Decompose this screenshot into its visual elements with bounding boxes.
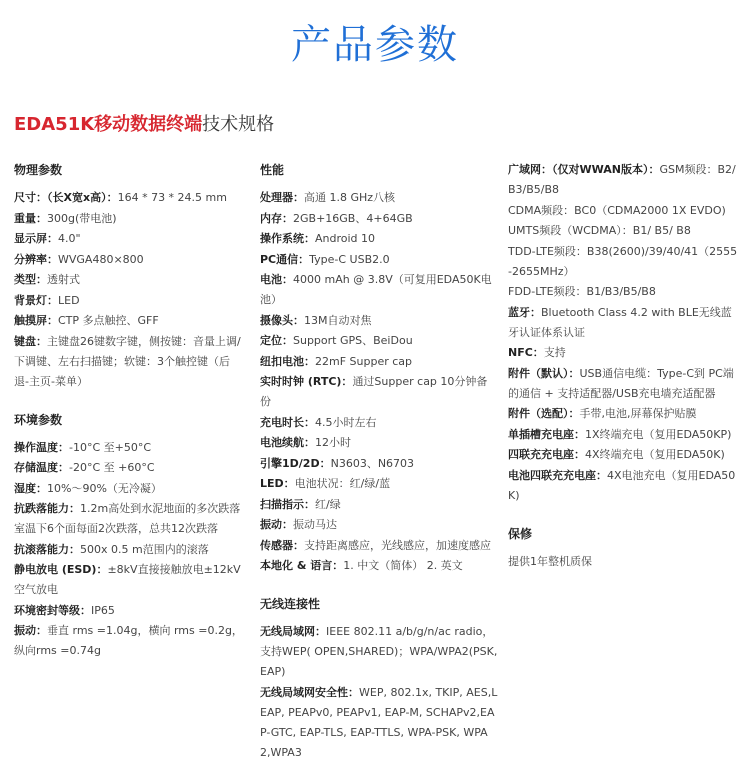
spec-row [260, 311, 498, 331]
spec-label: 触摸屏： [14, 314, 58, 327]
spec-row [14, 291, 244, 311]
spec-row [260, 413, 498, 433]
connectivity-spec-list [508, 160, 740, 506]
spec-label: 本地化 & 语言： [260, 559, 344, 572]
spec-value: 10%～90%（无冷凝） [47, 481, 162, 495]
spec-label: 显示屏： [14, 232, 58, 245]
spec-value: Bluetooth Class 4.2 with BLE无线蓝牙认证体系认证 [508, 305, 732, 339]
spec-row [260, 495, 498, 515]
spec-label: 湿度： [14, 481, 47, 495]
spec-value: CDMA频段：BC0（CDMA2000 1X EVDO) [508, 203, 726, 217]
spec-row [260, 433, 498, 453]
spec-label: 背景灯： [14, 293, 58, 307]
spec-value: 164 * 73 * 24.5 mm [117, 191, 227, 204]
spec-row [508, 343, 740, 363]
spec-row [14, 229, 244, 249]
spec-label: 附件（选配）： [508, 407, 580, 420]
spec-row [508, 221, 740, 241]
spec-row [508, 466, 740, 506]
spec-value: 4.5小时左右 [315, 415, 377, 429]
spec-label: 振动： [14, 624, 47, 637]
spec-value: Type-C USB2.0 [309, 252, 390, 266]
section-title-environment: 环境参数 [14, 412, 63, 427]
spec-row [260, 622, 498, 682]
spec-label: 单插槽充电座： [508, 427, 585, 441]
spec-label: 尺寸：（长X宽x高）： [14, 191, 118, 204]
page-title: 产品参数 [291, 22, 459, 68]
environment-spec-list [14, 438, 244, 662]
spec-label: 内存： [260, 211, 293, 225]
spec-value: 手带,电池,屏幕保护贴膜 [579, 407, 697, 420]
spec-value: 电池状况：红/绿/蓝 [294, 477, 391, 490]
spec-heading [14, 114, 274, 136]
spec-value: 2GB+16GB、4+64GB [293, 211, 413, 225]
spec-label: 分辨率： [14, 252, 58, 266]
spec-label: PC通信： [260, 252, 310, 266]
spec-value: 主键盘26键数字键，侧按键：音量上调/下调键、左右扫描键；软键：3个触控键（后退-主页-菜单） [14, 334, 241, 388]
section-title-wireless: 无线连接性 [260, 597, 321, 611]
spec-value: 高通 1.8 GHz八核 [304, 191, 396, 204]
spec-row [14, 311, 244, 331]
spec-row [508, 303, 740, 343]
physical-spec-list [14, 188, 244, 392]
spec-row [508, 201, 740, 221]
spec-label: 蓝牙： [508, 305, 541, 319]
spec-value: Support GPS、BeiDou [293, 334, 413, 347]
spec-row [260, 270, 498, 310]
spec-label: 摄像头： [260, 313, 304, 327]
spec-value: -10°C 至+50°C [69, 440, 152, 454]
spec-value: 通过Supper cap 10分钟备份 [260, 375, 488, 408]
spec-label: 纽扣电池： [260, 354, 315, 368]
spec-value: ±8kV直接接触放电±12kV 空气放电 [14, 563, 241, 596]
spec-label: 操作温度： [14, 440, 69, 454]
spec-row [14, 479, 244, 499]
spec-value: 垂直 rms =1.04g，横向 rms =0.2g，纵向rms =0.74g [14, 624, 243, 657]
spec-heading-model: EDA51K移动数据终端 [14, 114, 203, 135]
spec-row [14, 621, 244, 661]
spec-row [508, 445, 740, 465]
spec-row [260, 372, 498, 412]
spec-label: 传感器： [260, 538, 304, 552]
spec-label: 振动： [260, 518, 293, 531]
spec-label: 类型： [14, 273, 47, 286]
warranty-text: 提供1年整机质保 [508, 554, 592, 568]
spec-value: 支持 [543, 346, 566, 359]
spec-row [508, 364, 740, 404]
spec-heading-suffix: 技术规格 [202, 114, 275, 135]
spec-row [14, 438, 244, 458]
spec-label: LED： [260, 477, 295, 490]
spec-row [14, 209, 244, 229]
spec-value: UMTS频段（WCDMA）：B1/ B5/ B8 [508, 224, 691, 237]
spec-value: N3603、N6703 [330, 456, 415, 470]
spec-value: 300g(带电池) [47, 211, 117, 225]
spec-value: USB通信电缆：Type-C到 PC端的通信 + 支持适配器/USB充电墙充适配器 [508, 366, 734, 400]
spec-label: 实时时钟 (RTC)： [260, 375, 353, 388]
section-title-performance: 性能 [260, 163, 285, 177]
spec-value: TDD-LTE频段：B38(2600)/39/40/41（2555-2655MHz） [508, 244, 738, 278]
spec-label: 充电时长： [260, 415, 315, 429]
spec-label: 抗跌落能力： [14, 502, 80, 515]
spec-value: GSM频段：B2/B3/B5/B8 [508, 163, 736, 196]
spec-row [260, 515, 498, 535]
spec-label: 附件（默认）： [508, 366, 580, 380]
wireless-spec-list [260, 622, 498, 763]
spec-row [260, 352, 498, 372]
spec-value: LED [58, 293, 80, 307]
spec-value: 1.2m高处到水泥地面的多次跌落室温下6个面每面2次跌落，总共12次跌落 [14, 502, 241, 535]
spec-value: WVGA480×800 [58, 252, 144, 266]
spec-label: 电池： [260, 273, 293, 286]
spec-label: 无线局域网安全性： [260, 685, 359, 699]
performance-spec-list [260, 188, 498, 576]
spec-label: 广域网：（仅对WWAN版本）： [508, 163, 660, 176]
spec-row [260, 454, 498, 474]
spec-label: NFC： [508, 346, 544, 359]
column-left [14, 160, 244, 662]
spec-label: 环境密封等级： [14, 603, 91, 617]
spec-row [260, 229, 498, 249]
spec-row [260, 556, 498, 576]
spec-value: 4000 mAh @ 3.8V（可复用EDA50K电池） [260, 273, 492, 306]
spec-label: 静电放电 (ESD)： [14, 563, 108, 576]
spec-row [508, 242, 740, 282]
spec-label: 无线局域网： [260, 625, 326, 638]
spec-row [260, 209, 498, 229]
spec-row [14, 250, 244, 270]
spec-label: 处理器： [260, 191, 304, 204]
spec-value: Android 10 [315, 232, 376, 245]
spec-value: 4X电池充电（复用EDA50K) [508, 468, 736, 502]
spec-row [14, 188, 244, 208]
spec-row [260, 474, 498, 494]
section-title-warranty: 保修 [508, 526, 533, 541]
spec-row [260, 331, 498, 351]
spec-label: 扫描指示： [260, 497, 315, 511]
spec-label: 重量： [14, 211, 47, 225]
spec-value: 22mF Supper cap [315, 354, 413, 368]
spec-label: 存储温度： [14, 461, 69, 474]
spec-label: 电池四联充充电座： [508, 468, 607, 482]
spec-row [260, 188, 498, 208]
spec-row [14, 332, 244, 392]
spec-label: 键盘： [14, 334, 47, 348]
spec-row [14, 560, 244, 600]
spec-row [14, 499, 244, 539]
spec-label: 引擎1D/2D： [260, 456, 331, 470]
spec-row [14, 540, 244, 560]
spec-label: 四联充充电座： [508, 448, 585, 461]
spec-value: 4.0" [58, 232, 81, 245]
spec-row [508, 425, 740, 445]
spec-value: IEEE 802.11 a/b/g/n/ac radio，支持WEP( OPEN,SHARED)；WPA/WPA2(PSK, EAP) [260, 625, 498, 678]
spec-value: WEP, 802.1x, TKIP, AES,LEAP, PEAPv0, PEAPv1, EAP-M, SCHAPv2,EAP-GTC, EAP-TLS, EAP-TTLS, WPA-PSK, WPA2,WPA3 [260, 685, 498, 759]
spec-label: 抗滚落能力： [14, 542, 80, 556]
spec-value: 4X终端充电（复用EDA50K) [585, 448, 725, 461]
spec-value: -20°C 至 +60°C [69, 461, 155, 474]
spec-value: FDD-LTE频段：B1/B3/B5/B8 [508, 285, 656, 298]
spec-value: 1X终端充电（复用EDA50KP) [585, 427, 732, 441]
spec-value: 1. 中文（简体） 2. 英文 [343, 559, 463, 572]
spec-value: 13M自动对焦 [304, 313, 372, 327]
spec-value: 12小时 [315, 436, 351, 449]
spec-value: IP65 [91, 603, 115, 617]
spec-row [508, 404, 740, 424]
spec-row [14, 270, 244, 290]
column-middle [260, 160, 498, 763]
spec-label: 定位： [260, 334, 293, 347]
spec-row [508, 282, 740, 302]
spec-value: 500x 0.5 m范围内的滚落 [80, 542, 209, 556]
spec-label: 操作系统： [260, 232, 315, 245]
spec-row [260, 683, 498, 763]
spec-row [14, 458, 244, 478]
spec-value: 支持距离感应，光线感应，加速度感应 [304, 538, 491, 552]
spec-value: 透射式 [47, 273, 80, 286]
column-right [508, 160, 740, 572]
spec-row [508, 160, 740, 200]
spec-row [260, 536, 498, 556]
spec-value: 红/绿 [315, 497, 341, 511]
spec-label: 电池续航： [260, 436, 315, 449]
spec-row [14, 601, 244, 621]
spec-value: 振动马达 [293, 518, 337, 531]
spec-value: CTP 多点触控、GFF [58, 314, 159, 327]
section-title-physical: 物理参数 [14, 163, 63, 177]
spec-row [260, 250, 498, 270]
